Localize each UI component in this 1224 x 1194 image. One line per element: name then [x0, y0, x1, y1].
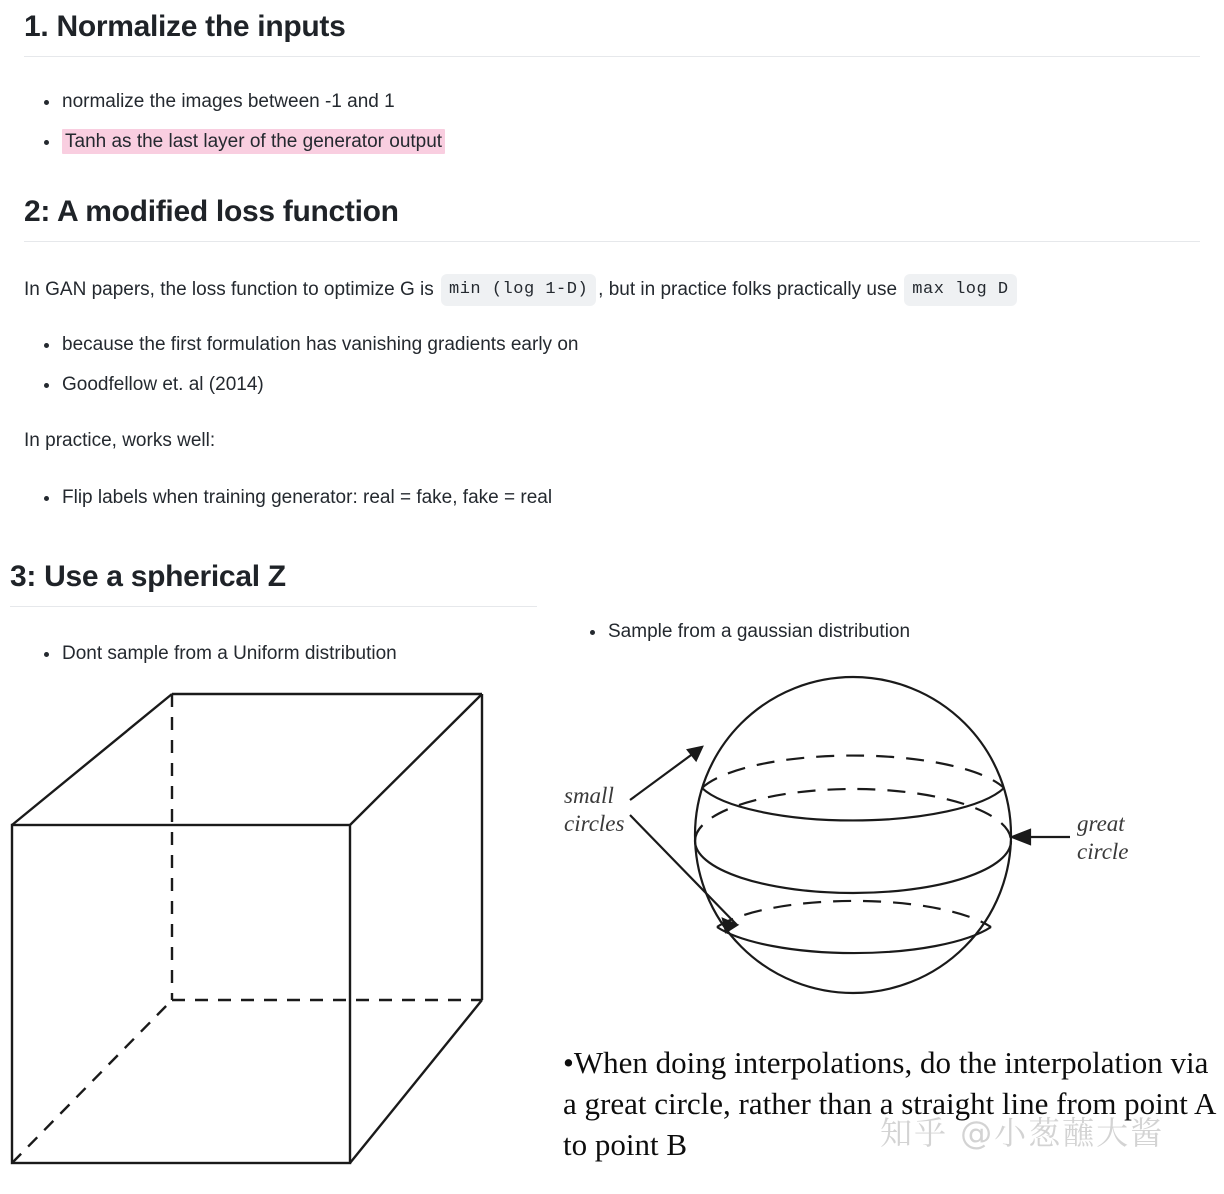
normalize-bullet-list — [32, 82, 445, 162]
label-great-circle-line1: great — [1077, 811, 1125, 836]
list-item — [32, 365, 578, 405]
small-circles-arrow-lower-head — [723, 919, 737, 932]
cube-diagonal-bottom-right — [350, 1000, 482, 1163]
great-circle-front — [695, 841, 1011, 893]
small-circle-upper-back — [702, 756, 1004, 788]
loss-bullet-list — [32, 325, 578, 405]
heading-divider-1 — [24, 56, 1200, 57]
heading-normalize-the-inputs: 1. Normalize the inputs — [24, 10, 346, 43]
list-item — [32, 325, 578, 365]
label-small-circles-line1: small — [564, 783, 614, 808]
interpolation-note — [563, 1042, 1223, 1165]
cube-hidden-diagonal — [12, 1000, 172, 1163]
bullet-text: Sample from a gaussian distribution — [608, 621, 911, 642]
code-max-log-d: max log D — [904, 274, 1016, 306]
heading-use-a-spherical-z: 3: Use a spherical Z — [10, 560, 286, 593]
list-item — [32, 122, 445, 162]
label-small-circles-line2: circles — [564, 811, 625, 836]
paragraph-text-before-code: In GAN papers, the loss function to optimize G is — [24, 279, 434, 300]
in-practice-paragraph: In practice, works well: — [24, 430, 216, 451]
small-circle-upper-front — [702, 788, 1004, 820]
loss-function-paragraph — [24, 274, 1019, 306]
flip-labels-bullet-list — [32, 478, 552, 518]
gaussian-distribution-bullet-list — [578, 612, 910, 652]
uniform-distribution-cube-diagram — [0, 660, 520, 1190]
heading-divider-3 — [10, 606, 537, 607]
closing-note-text: When doing interpolations, do the interpolation via a great circle, rather than a straight line from point A to point B — [563, 1045, 1215, 1162]
cube-diagonal-top-left — [12, 694, 172, 825]
list-item — [32, 82, 445, 122]
heading-divider-2 — [24, 241, 1200, 242]
bullet-text: Goodfellow et. al (2014) — [62, 374, 264, 395]
bullet-text-highlighted: Tanh as the last layer of the generator output — [62, 129, 445, 154]
sphere-outline — [695, 677, 1011, 993]
list-item — [578, 612, 910, 652]
bullet-text: because the first formulation has vanishing gradients early on — [62, 334, 579, 355]
bullet-text: Dont sample from a Uniform distribution — [62, 643, 397, 664]
bullet-text: Flip labels when training generator: real = fake, fake = real — [62, 487, 553, 508]
small-circle-lower-front — [717, 927, 991, 953]
closing-bullet-glyph: • — [563, 1045, 574, 1080]
heading-modified-loss-function: 2: A modified loss function — [24, 195, 399, 228]
cube-diagonal-top-right — [350, 694, 482, 825]
small-circles-arrow-upper-head — [688, 747, 702, 760]
spherical-z-sphere-diagram — [550, 655, 1170, 1025]
paragraph-text-between: , but in practice folks practically use — [598, 279, 898, 300]
bullet-text: normalize the images between -1 and 1 — [62, 91, 395, 112]
label-great-circle-line2: circle — [1077, 839, 1129, 864]
great-circle-arrow-head — [1012, 830, 1030, 844]
small-circle-lower-back — [717, 901, 991, 927]
list-item — [32, 478, 552, 518]
great-circle-back — [695, 789, 1011, 841]
zhihu-watermark: 知乎 @小葱蘸大酱 — [880, 1114, 1165, 1152]
code-min-log-1-minus-d: min (log 1-D) — [441, 274, 596, 306]
